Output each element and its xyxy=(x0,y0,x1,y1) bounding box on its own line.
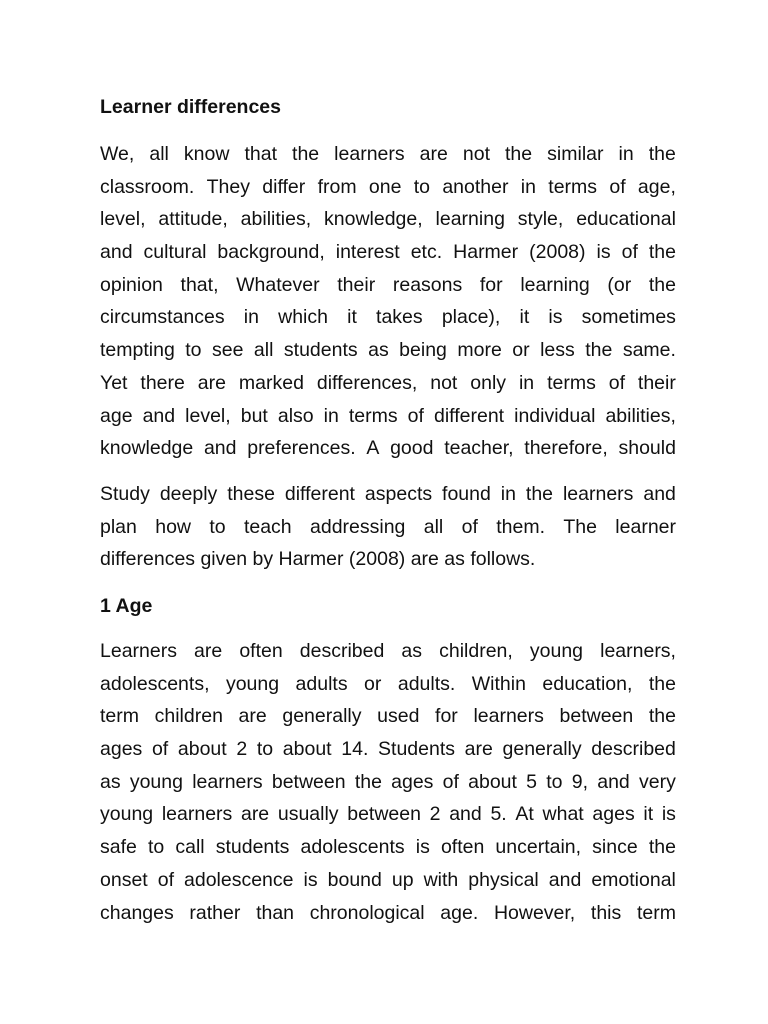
word: the xyxy=(648,705,676,728)
word: to xyxy=(546,770,563,793)
word: of xyxy=(157,868,174,891)
word: which xyxy=(278,306,328,329)
word: used xyxy=(377,705,420,728)
word: is xyxy=(548,306,563,329)
word: etc. xyxy=(410,241,443,264)
word: 14. xyxy=(341,738,369,761)
word: takes xyxy=(376,306,423,329)
text-line xyxy=(100,478,676,511)
word: all xyxy=(423,515,444,538)
word: is xyxy=(415,836,430,859)
word: reasons xyxy=(392,273,463,296)
word: adolescence xyxy=(184,868,294,891)
word: young xyxy=(129,770,183,793)
word: teach xyxy=(243,515,292,538)
word: often xyxy=(239,640,283,662)
word: and xyxy=(449,803,482,826)
word: between xyxy=(347,803,421,826)
word: are xyxy=(240,803,270,826)
word: the xyxy=(648,672,676,695)
word: They xyxy=(206,175,250,198)
word: in xyxy=(518,371,535,394)
word: these xyxy=(227,483,275,505)
word: as xyxy=(368,339,389,362)
text-line xyxy=(100,400,676,433)
word: adults xyxy=(295,672,348,695)
word: Students xyxy=(378,738,455,761)
word: for xyxy=(435,705,458,728)
word: in xyxy=(618,143,634,165)
word: learners xyxy=(192,770,263,793)
word: with xyxy=(423,868,459,891)
word: adolescents xyxy=(300,836,405,859)
word: not xyxy=(430,371,458,394)
word: are xyxy=(238,705,267,728)
word: more xyxy=(457,339,502,362)
word: to xyxy=(209,515,226,538)
paragraph-study xyxy=(100,478,676,576)
text-line xyxy=(100,700,676,733)
section-heading: Learner differences xyxy=(100,96,281,118)
word: However, xyxy=(493,901,576,924)
word: differences, xyxy=(316,371,418,394)
word: usually xyxy=(277,803,339,826)
word: opinion xyxy=(100,273,163,296)
word: to xyxy=(413,175,431,198)
word: for xyxy=(479,273,503,296)
word: found xyxy=(442,483,491,505)
word: A xyxy=(366,437,380,460)
word: another xyxy=(442,175,509,198)
word: terms xyxy=(548,175,598,198)
text-line xyxy=(100,138,676,171)
word: 5 xyxy=(526,770,538,793)
word: being xyxy=(399,339,447,362)
paragraph-age xyxy=(100,635,676,929)
word: students xyxy=(283,339,358,362)
word: learners xyxy=(161,803,233,826)
word: learner xyxy=(615,515,676,538)
word: it xyxy=(643,803,654,826)
word: therefore, xyxy=(524,437,608,460)
text-line xyxy=(100,831,676,864)
word: is xyxy=(303,868,318,891)
word: that, xyxy=(180,273,219,296)
word: to xyxy=(256,738,274,761)
word: up xyxy=(391,868,414,891)
word: different xyxy=(433,404,505,427)
text-line xyxy=(100,897,676,930)
word: classroom. xyxy=(100,175,195,198)
word: adolescents, xyxy=(100,672,210,695)
word: similar xyxy=(547,143,604,165)
word: are xyxy=(419,143,448,165)
word: young xyxy=(529,640,584,662)
word: in xyxy=(520,175,536,198)
word: (2008) xyxy=(529,241,586,264)
word: ages xyxy=(391,770,434,793)
word: addressing xyxy=(310,515,406,538)
word: is xyxy=(596,241,611,264)
word: Learners xyxy=(100,640,177,662)
word: chronological xyxy=(309,901,425,924)
word: the xyxy=(354,770,382,793)
word: since xyxy=(592,836,638,859)
word: age. xyxy=(440,901,479,924)
word: At xyxy=(515,803,534,826)
word: different xyxy=(284,483,355,505)
word: good xyxy=(390,437,434,460)
text-line xyxy=(100,301,676,334)
word: and xyxy=(548,868,582,891)
word: but xyxy=(240,404,268,427)
word: them. xyxy=(496,515,545,538)
word: very xyxy=(638,770,676,793)
word: The xyxy=(563,515,597,538)
word: level, xyxy=(100,208,146,231)
text-line xyxy=(100,236,676,269)
word: described xyxy=(591,738,676,761)
word: Study xyxy=(100,483,150,505)
word: it xyxy=(519,306,530,329)
word: young xyxy=(225,672,280,695)
word: background, xyxy=(217,241,325,264)
word: children xyxy=(154,705,223,728)
text-line xyxy=(100,171,676,204)
word: and xyxy=(597,770,630,793)
word: and xyxy=(643,483,676,505)
text-line xyxy=(100,334,676,367)
word: knowledge xyxy=(100,437,194,460)
word: learning xyxy=(435,208,505,231)
word: the xyxy=(648,273,676,296)
word: learners xyxy=(473,705,544,728)
word: circumstances xyxy=(100,306,225,329)
word: (or xyxy=(607,273,632,296)
word: ages xyxy=(592,803,635,826)
word: and xyxy=(142,404,176,427)
word: safe xyxy=(100,836,137,859)
word: plan xyxy=(100,515,137,538)
word: is xyxy=(661,803,676,826)
word: of xyxy=(442,770,459,793)
word: all xyxy=(253,339,274,362)
word: in xyxy=(500,483,516,505)
word: ages xyxy=(100,738,143,761)
word: 9, xyxy=(571,770,588,793)
word: see xyxy=(212,339,244,362)
word: generally xyxy=(502,738,582,761)
word: educational xyxy=(576,208,676,231)
word: marked xyxy=(238,371,304,394)
word: only xyxy=(470,371,507,394)
word: it xyxy=(347,306,357,329)
word: of xyxy=(609,175,626,198)
text-line xyxy=(100,269,676,302)
word: often xyxy=(440,836,485,859)
word: rather xyxy=(189,901,241,924)
word: one xyxy=(368,175,402,198)
word: teacher, xyxy=(444,437,514,460)
word: same. xyxy=(622,339,676,362)
word: about xyxy=(468,770,517,793)
word: there xyxy=(140,371,185,394)
word: deeply xyxy=(159,483,218,505)
word: less xyxy=(540,339,575,362)
word: their xyxy=(337,273,376,296)
word: of xyxy=(608,371,625,394)
word: the xyxy=(292,143,320,165)
word: or xyxy=(364,672,382,695)
word: of xyxy=(621,241,638,264)
word: students xyxy=(215,836,290,859)
word: between xyxy=(559,705,634,728)
word: emotional xyxy=(591,868,676,891)
text-line xyxy=(100,367,676,400)
word: young xyxy=(100,803,154,826)
text-line xyxy=(100,635,676,668)
word: individual xyxy=(514,404,596,427)
word: terms xyxy=(348,404,398,427)
word: uncertain, xyxy=(495,836,582,859)
word: than xyxy=(256,901,295,924)
word: their xyxy=(637,371,676,394)
text-line xyxy=(100,203,676,236)
word: about xyxy=(282,738,332,761)
word: We, xyxy=(100,143,135,165)
word: are xyxy=(464,738,493,761)
word: of xyxy=(407,404,424,427)
word: in xyxy=(243,306,259,329)
text-line xyxy=(100,864,676,897)
text-line xyxy=(100,432,676,465)
word: changes xyxy=(100,901,174,924)
text-line xyxy=(100,798,676,831)
word: to xyxy=(185,339,202,362)
word: abilities, xyxy=(605,404,676,427)
text-line xyxy=(100,733,676,766)
word: that xyxy=(244,143,277,165)
word: all xyxy=(149,143,169,165)
word: are xyxy=(194,640,223,662)
word: aspects xyxy=(364,483,433,505)
word: adults. xyxy=(397,672,456,695)
section-heading-age: 1 Age xyxy=(100,595,153,617)
word: this xyxy=(590,901,622,924)
word: cultural xyxy=(143,241,207,264)
word: as xyxy=(100,770,121,793)
text-line xyxy=(100,511,676,544)
word: Whatever xyxy=(236,273,320,296)
word: also xyxy=(277,404,314,427)
word: and xyxy=(203,437,237,460)
word: learning xyxy=(520,273,590,296)
word: age, xyxy=(637,175,676,198)
word: not xyxy=(462,143,490,165)
text-line xyxy=(100,766,676,799)
word: physical xyxy=(468,868,539,891)
word: sometimes xyxy=(581,306,676,329)
word: about xyxy=(177,738,227,761)
word: generally xyxy=(282,705,362,728)
word: interest xyxy=(335,241,400,264)
word: onset xyxy=(100,868,148,891)
word: level, xyxy=(185,404,231,427)
word: the xyxy=(648,143,676,165)
word: the xyxy=(648,836,676,859)
word: the xyxy=(525,483,554,505)
word: should xyxy=(618,437,676,460)
word: the xyxy=(585,339,613,362)
word: how xyxy=(155,515,191,538)
word: education, xyxy=(542,672,633,695)
word: Within xyxy=(471,672,526,695)
word: term xyxy=(636,901,676,924)
text-line: differences given by Harmer (2008) are as follows. xyxy=(100,548,536,571)
word: learners xyxy=(334,143,405,165)
word: what xyxy=(542,803,584,826)
word: knowledge, xyxy=(324,208,423,231)
paragraph-intro xyxy=(100,138,676,465)
word: abilities, xyxy=(240,208,312,231)
word: call xyxy=(175,836,205,859)
word: of xyxy=(151,738,169,761)
word: and xyxy=(100,241,133,264)
word: of xyxy=(461,515,478,538)
word: children, xyxy=(439,640,513,662)
word: bound xyxy=(327,868,382,891)
word: the xyxy=(505,143,533,165)
word: the xyxy=(648,241,676,264)
word: as xyxy=(401,640,423,662)
word: preferences. xyxy=(247,437,356,460)
word: 5. xyxy=(490,803,507,826)
word: learners, xyxy=(600,640,676,662)
word: 2 xyxy=(429,803,441,826)
word: in xyxy=(323,404,339,427)
word: to xyxy=(147,836,165,859)
word: described xyxy=(299,640,385,662)
word: differ xyxy=(262,175,306,198)
word: place), xyxy=(441,306,501,329)
word: term xyxy=(100,705,139,728)
text-line xyxy=(100,668,676,701)
word: age xyxy=(100,404,133,427)
word: learners xyxy=(562,483,634,505)
word: are xyxy=(197,371,226,394)
word: between xyxy=(271,770,346,793)
word: know xyxy=(183,143,230,165)
word: or xyxy=(512,339,530,362)
word: Yet xyxy=(100,371,128,394)
word: tempting xyxy=(100,339,175,362)
word: from xyxy=(317,175,357,198)
word: Harmer xyxy=(453,241,519,264)
word: terms xyxy=(547,371,596,394)
word: style, xyxy=(517,208,564,231)
word: 2 xyxy=(236,738,248,761)
word: attitude, xyxy=(158,208,228,231)
